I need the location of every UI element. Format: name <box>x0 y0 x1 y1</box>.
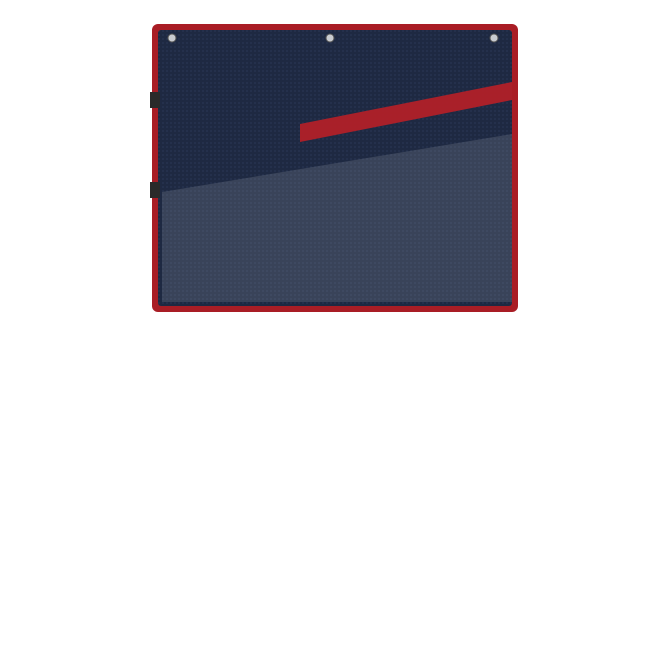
grommet-right <box>326 34 334 42</box>
grommet-left <box>168 34 176 42</box>
strap-left-top <box>150 92 160 108</box>
product-photo <box>150 22 520 314</box>
strap-left-bottom <box>150 182 160 198</box>
grommet-far-right <box>490 34 498 42</box>
